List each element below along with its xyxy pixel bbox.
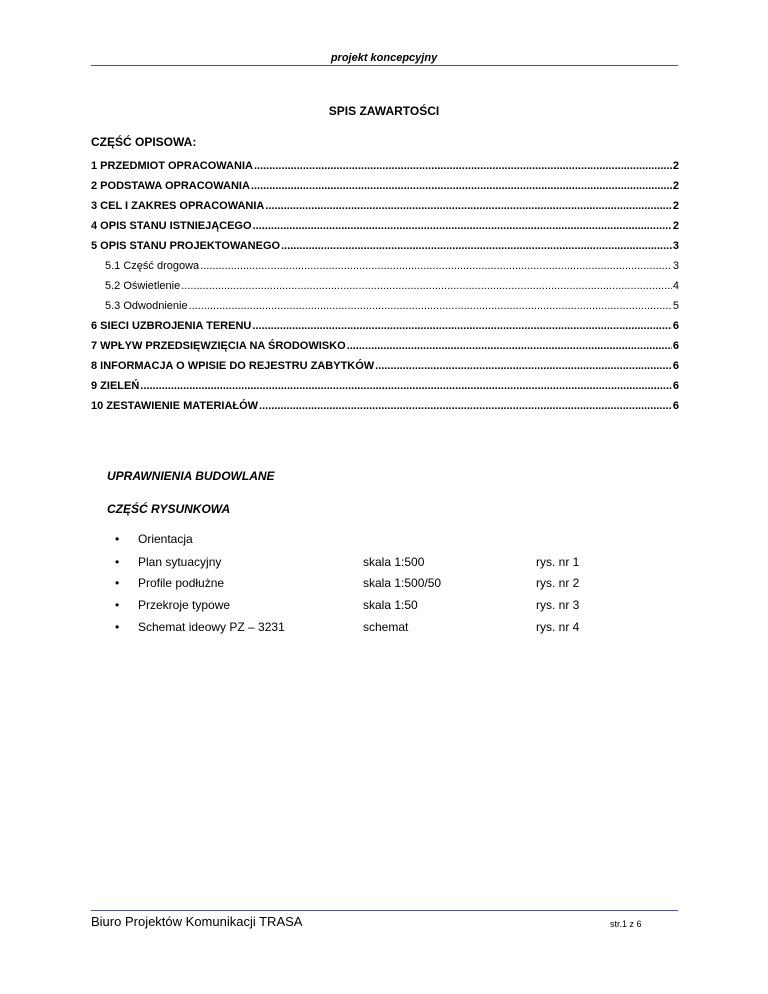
toc-entry-page: 6 xyxy=(672,380,679,392)
section-label-descriptive: CZĘŚĆ OPISOWA: xyxy=(91,135,197,149)
header-rule xyxy=(91,65,678,66)
toc-title: SPIS ZAWARTOŚCI xyxy=(328,104,440,118)
uprawnienia-heading: UPRAWNIENIA BUDOWLANE xyxy=(107,469,275,483)
toc-entry-label: 8 INFORMACJA O WPISIE DO REJESTRU ZABYTKÓW xyxy=(91,360,375,372)
toc-leader-dots xyxy=(265,199,672,213)
toc-leader-dots xyxy=(251,179,672,193)
toc-entry-label: 5.2 Oświetlenie xyxy=(105,280,181,292)
toc-leader-dots xyxy=(252,319,672,333)
toc-entry-label: 6 SIECI UZBROJENIA TERENU xyxy=(91,320,252,332)
drawing-scale: skala 1:500/50 xyxy=(363,576,442,590)
toc-subentry[interactable] xyxy=(105,273,679,293)
toc-entry-label: 10 ZESTAWIENIE MATERIAŁÓW xyxy=(91,400,259,412)
footer-rule xyxy=(91,910,678,911)
footer-company: Biuro Projektów Komunikacji TRASA xyxy=(91,914,303,929)
toc-entry-page: 3 xyxy=(672,240,679,252)
toc-subentry[interactable] xyxy=(105,293,679,313)
toc-entry[interactable] xyxy=(91,173,679,193)
bullet: • xyxy=(115,576,120,590)
toc-entry-label: 7 WPŁYW PRZEDSIĘWZIĘCIA NA ŚRODOWISKO xyxy=(91,340,346,352)
drawing-name: Orientacja xyxy=(138,532,193,546)
toc-leader-dots xyxy=(259,399,672,413)
drawing-name: Przekroje typowe xyxy=(138,598,231,612)
toc-entry-label: 5.1 Część drogowa xyxy=(105,260,200,272)
toc-entry-label: 9 ZIELEŃ xyxy=(91,380,140,392)
toc-leader-dots xyxy=(189,299,672,313)
bullet: • xyxy=(115,555,120,569)
toc-entry[interactable] xyxy=(91,153,679,173)
drawing-scale: schemat xyxy=(363,620,409,634)
footer-page-indicator: str.1 z 6 xyxy=(610,919,642,929)
toc-entry-label: 5.3 Odwodnienie xyxy=(105,300,188,312)
toc-entry[interactable] xyxy=(91,233,679,253)
toc-entry-page: 2 xyxy=(672,180,679,192)
drawings-heading: CZĘŚĆ RYSUNKOWA xyxy=(107,502,231,516)
toc-entry-page: 3 xyxy=(672,260,679,272)
toc-entry-page: 5 xyxy=(672,300,679,312)
drawing-name: Profile podłużne xyxy=(138,576,225,590)
toc-entry[interactable] xyxy=(91,353,679,373)
toc-entry[interactable] xyxy=(91,373,679,393)
toc-leader-dots xyxy=(281,239,672,253)
toc-leader-dots xyxy=(181,279,672,293)
bullet: • xyxy=(115,532,120,546)
toc-leader-dots xyxy=(140,379,672,393)
drawing-name: Plan sytuacyjny xyxy=(138,555,222,569)
drawing-number: rys. nr 2 xyxy=(536,576,580,590)
bullet: • xyxy=(115,620,120,634)
toc-entry-label: 3 CEL I ZAKRES OPRACOWANIA xyxy=(91,200,265,212)
header-text: projekt koncepcyjny xyxy=(330,52,438,64)
toc-entry-page: 2 xyxy=(672,160,679,172)
toc-entry-label: 4 OPIS STANU ISTNIEJĄCEGO xyxy=(91,220,252,232)
toc-entry-label: 1 PRZEDMIOT OPRACOWANIA xyxy=(91,160,253,172)
drawing-number: rys. nr 1 xyxy=(536,555,580,569)
toc-leader-dots xyxy=(375,359,672,373)
toc-entry-label: 2 PODSTAWA OPRACOWANIA xyxy=(91,180,250,192)
toc-subentry[interactable] xyxy=(105,253,679,273)
toc-leader-dots xyxy=(347,339,672,353)
toc-entry[interactable] xyxy=(91,193,679,213)
bullet: • xyxy=(115,598,120,612)
toc-entry-page: 6 xyxy=(672,360,679,372)
toc-entry[interactable] xyxy=(91,313,679,333)
toc-entry-page: 6 xyxy=(672,400,679,412)
toc-entry-page: 6 xyxy=(672,320,679,332)
toc-entry-label: 5 OPIS STANU PROJEKTOWANEGO xyxy=(91,240,281,252)
toc-leader-dots xyxy=(253,219,672,233)
toc-entry-page: 6 xyxy=(672,340,679,352)
drawing-scale: skala 1:50 xyxy=(363,598,418,612)
drawing-scale: skala 1:500 xyxy=(363,555,425,569)
toc-entry-page: 2 xyxy=(672,220,679,232)
toc-entry[interactable] xyxy=(91,393,679,413)
toc-entry-page: 4 xyxy=(672,280,679,292)
toc-leader-dots xyxy=(200,259,672,273)
toc-entry[interactable] xyxy=(91,213,679,233)
toc-entry-page: 2 xyxy=(672,200,679,212)
drawing-number: rys. nr 3 xyxy=(536,598,580,612)
drawing-number: rys. nr 4 xyxy=(536,620,580,634)
toc-entry[interactable] xyxy=(91,333,679,353)
drawing-name: Schemat ideowy PZ – 3231 xyxy=(138,620,285,634)
toc-leader-dots xyxy=(254,159,672,173)
